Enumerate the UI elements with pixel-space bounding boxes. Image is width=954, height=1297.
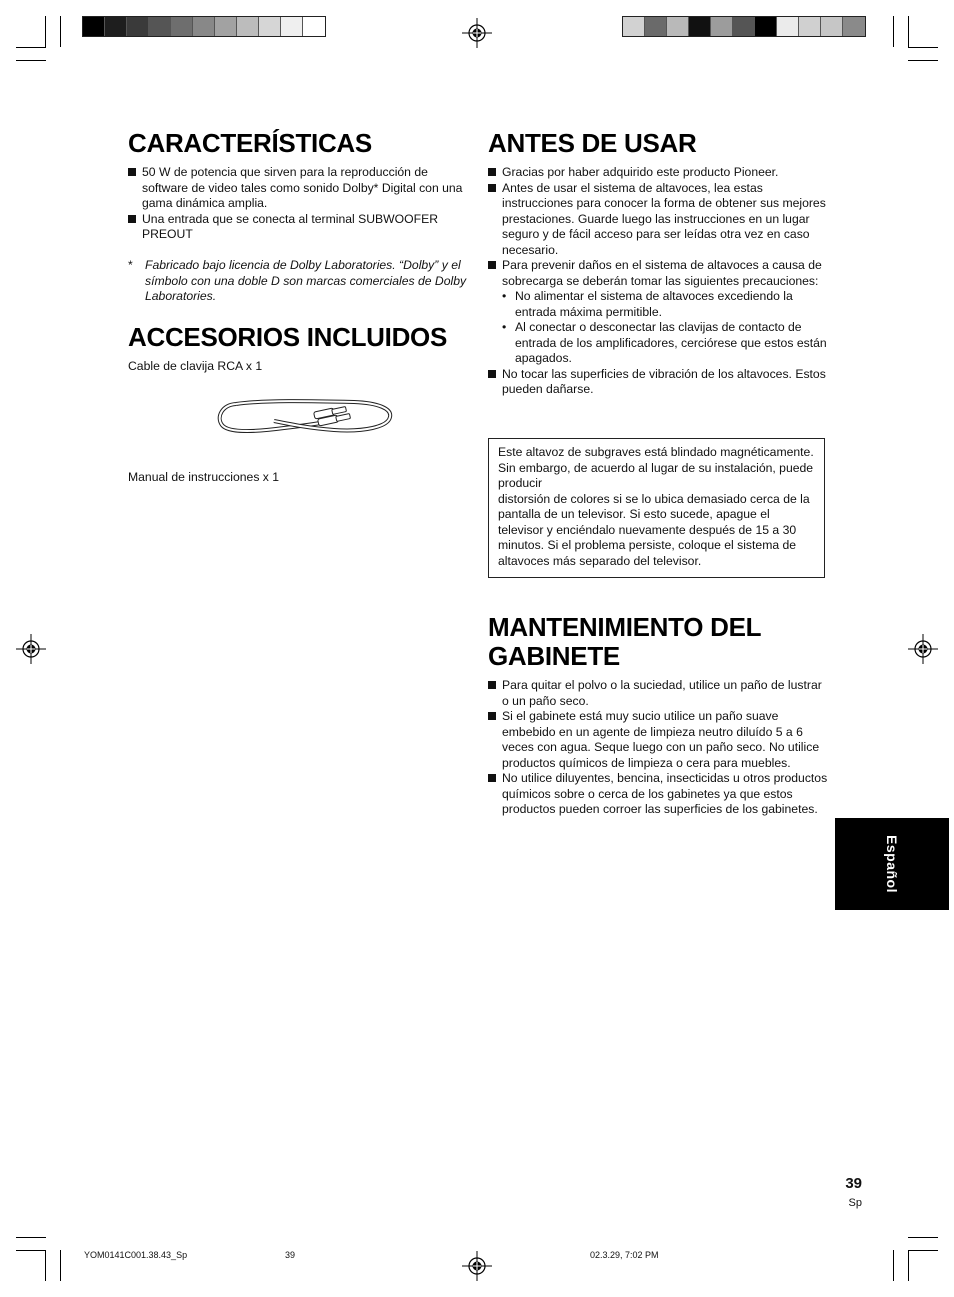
color-patch bbox=[733, 17, 755, 36]
color-patch bbox=[755, 17, 777, 36]
color-patch bbox=[667, 17, 689, 36]
list-item: 50 W de potencia que sirven para la reproducción de software de video tales como sonido Dolby* Digital con una gama dinámica amplia. bbox=[128, 165, 464, 212]
list-item: Antes de usar el sistema de altavoces, lea estas instrucciones para conocer la forma de obtener sus mejores prestaciones. Guarde luego las instrucciones en un lugar seguro y de fácil acceso para ser leídas otra vez en caso necesario. bbox=[488, 181, 828, 259]
list-item: Para quitar el polvo o la suciedad, utilice un paño de lustrar o un paño seco. bbox=[488, 678, 828, 709]
square-bullet-icon bbox=[488, 370, 496, 378]
dolby-footnote: * Fabricado bajo licencia de Dolby Laboratories. “Dolby” y el símbolo con una doble D son marcas comerciales de Dolby Laboratories. bbox=[128, 258, 467, 303]
sub-list-item: • Al conectar o desconectar las clavijas de contacto de entrada de los amplificadores, cerciórese que estos están apagados. bbox=[502, 320, 827, 365]
square-bullet-icon bbox=[488, 184, 496, 192]
color-patch bbox=[259, 17, 281, 36]
registration-mark-right bbox=[908, 634, 938, 664]
color-patch bbox=[799, 17, 821, 36]
color-patch bbox=[127, 17, 149, 36]
color-patch bbox=[711, 17, 733, 36]
heading-accesorios: ACCESORIOS INCLUIDOS bbox=[128, 322, 448, 352]
page-language: Sp bbox=[848, 1197, 862, 1209]
list-item: Una entrada que se conecta al terminal SUBWOOFER PREOUT bbox=[128, 212, 464, 243]
square-bullet-icon bbox=[128, 215, 136, 223]
footer-code: YOM0141C001.38.43_Sp bbox=[84, 1250, 188, 1260]
color-patch bbox=[215, 17, 237, 36]
heading-antes-de-usar: ANTES DE USAR bbox=[488, 128, 697, 158]
color-patch bbox=[689, 17, 711, 36]
list-item: Para prevenir daños en el sistema de altavoces a causa de sobrecarga se deberán tomar las siguientes precauciones: bbox=[488, 258, 828, 289]
list-item: Si el gabinete está muy sucio utilice un paño suave embebido en un agente de limpieza neutro diluído 5 a 6 veces con agua. Seque luego con un paño seco. No utilice productos químicos de limpieza o cera para muebles. bbox=[488, 709, 828, 771]
color-patch bbox=[645, 17, 667, 36]
caracteristicas-list bbox=[128, 165, 464, 243]
color-patch bbox=[171, 17, 193, 36]
color-patch bbox=[83, 17, 105, 36]
square-bullet-icon bbox=[488, 774, 496, 782]
square-bullet-icon bbox=[128, 168, 136, 176]
list-item: Gracias por haber adquirido este producto Pioneer. bbox=[488, 165, 828, 181]
color-patch bbox=[623, 17, 645, 36]
footer-date: 02.3.29, 7:02 PM bbox=[590, 1250, 659, 1260]
color-patch bbox=[193, 17, 215, 36]
heading-mantenimiento: MANTENIMIENTO DEL GABINETE bbox=[488, 612, 761, 671]
registration-mark-top bbox=[462, 18, 492, 48]
list-item: No utilice diluyentes, bencina, insecticidas u otros productos químicos sobre o cerca de los gabinetes ya que estos productos pueden corroer las superficies de los gabinetes. bbox=[488, 771, 828, 818]
grayscale-strip-left bbox=[82, 16, 326, 37]
magnetic-shield-notice: Este altavoz de subgraves está blindado magnéticamente. Sin embargo, de acuerdo al lugar de su instalación, puede producir distorsión de colores si se lo ubica demasiado cerca de la pantalla de un televisor. Si esto sucede, apague el televisor y enciéndalo nuevamente después de 15 a 30 minutos. Si el problema persiste, coloque el sistema de altavoces más separado del televisor. bbox=[488, 438, 825, 578]
square-bullet-icon bbox=[488, 681, 496, 689]
registration-mark-left bbox=[16, 634, 46, 664]
color-patch bbox=[303, 17, 325, 36]
accessory-cable: Cable de clavija RCA x 1 bbox=[128, 359, 263, 373]
sub-list-item: • No alimentar el sistema de altavoces excediendo la entrada máxima permitible. bbox=[502, 289, 793, 319]
rca-cable-illustration bbox=[214, 395, 394, 437]
antes-list bbox=[488, 165, 828, 398]
footer-page: 39 bbox=[285, 1250, 296, 1260]
list-item: No tocar las superficies de vibración de los altavoces. Estos pueden dañarse. bbox=[488, 367, 828, 398]
color-patch bbox=[237, 17, 259, 36]
color-patch bbox=[821, 17, 843, 36]
color-patch bbox=[777, 17, 799, 36]
color-patch bbox=[843, 17, 865, 36]
square-bullet-icon bbox=[488, 261, 496, 269]
heading-caracteristicas: CARACTERÍSTICAS bbox=[128, 128, 372, 158]
language-tab: Español bbox=[835, 818, 949, 910]
accessory-manual: Manual de instrucciones x 1 bbox=[128, 470, 280, 484]
grayscale-strip-right bbox=[622, 16, 866, 37]
color-patch bbox=[281, 17, 303, 36]
square-bullet-icon bbox=[488, 168, 496, 176]
page-number: 39 bbox=[845, 1175, 862, 1192]
registration-mark-bottom bbox=[462, 1251, 492, 1281]
mantenimiento-list bbox=[488, 678, 828, 818]
color-patch bbox=[149, 17, 171, 36]
square-bullet-icon bbox=[488, 712, 496, 720]
color-patch bbox=[105, 17, 127, 36]
